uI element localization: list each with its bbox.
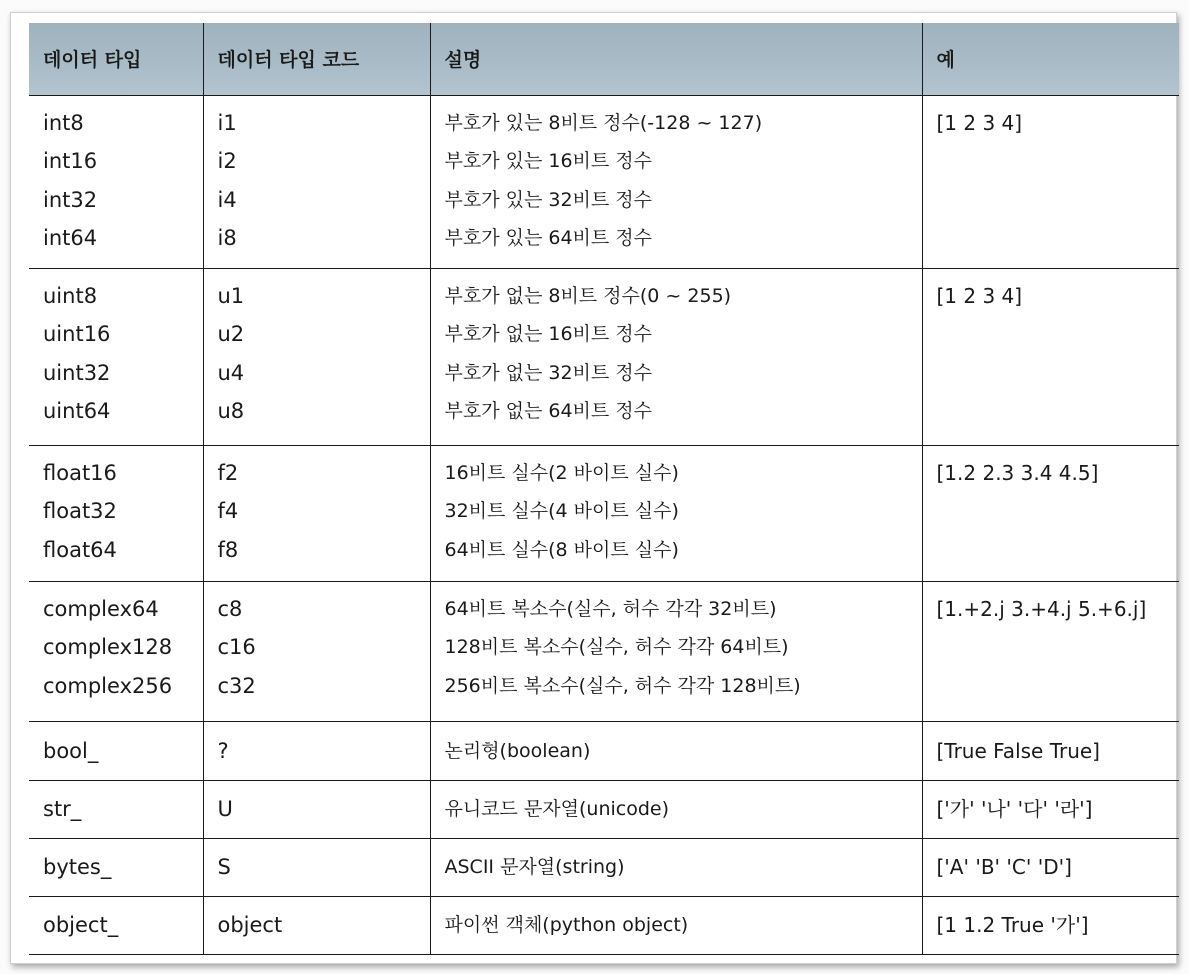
type-cell: bytes_ — [29, 838, 203, 896]
type-code: c16 — [217, 635, 256, 659]
type-name: int16 — [43, 149, 98, 173]
type-code: c8 — [217, 596, 243, 621]
type-cell — [29, 95, 203, 268]
table-row — [29, 896, 1179, 954]
table-row — [29, 721, 1179, 780]
description-cell — [430, 445, 922, 581]
header-data-type: 데이터 타입 — [29, 23, 203, 95]
code-cell: ? — [203, 721, 430, 780]
type-cell: str_ — [29, 780, 203, 838]
type-code: i1 — [217, 110, 237, 135]
code-cell — [203, 268, 430, 445]
type-description: 부호가 있는 16비트 정수 — [444, 150, 652, 172]
type-name: int64 — [43, 226, 98, 250]
code-cell — [203, 581, 430, 721]
type-name: int8 — [43, 110, 84, 135]
description-cell — [430, 95, 922, 268]
description-cell: 파이썬 객체(python object) — [430, 896, 922, 954]
example-cell — [922, 95, 1179, 268]
type-description: 32비트 실수(4 바이트 실수) — [444, 500, 679, 522]
header-description: 설명 — [430, 23, 922, 95]
type-code: i2 — [217, 149, 237, 173]
type-name: float32 — [43, 499, 117, 523]
header-row — [29, 23, 1179, 95]
type-name: uint16 — [43, 322, 111, 346]
type-description: 64비트 실수(8 바이트 실수) — [444, 538, 679, 561]
type-description: 16비트 실수(2 바이트 실수) — [444, 461, 679, 484]
type-code: u4 — [217, 360, 245, 385]
type-description: 부호가 없는 32비트 정수 — [444, 361, 652, 384]
type-description: 부호가 없는 16비트 정수 — [444, 323, 652, 345]
table-row — [29, 581, 1179, 721]
type-description: 64비트 복소수(실수, 허수 각각 32비트) — [444, 597, 777, 620]
description-cell: 유니코드 문자열(unicode) — [430, 780, 922, 838]
code-cell: S — [203, 838, 430, 896]
code-cell — [203, 445, 430, 581]
example-cell: [True False True] — [922, 721, 1179, 780]
table-row — [29, 838, 1179, 896]
type-name: float64 — [43, 537, 117, 562]
type-name: int32 — [43, 187, 98, 212]
type-description: 부호가 없는 64비트 정수 — [444, 400, 652, 422]
type-code: u8 — [217, 399, 245, 423]
type-code: f8 — [217, 537, 239, 562]
type-code: i8 — [217, 226, 237, 250]
type-example: [1 2 3 4] — [936, 110, 1023, 135]
header-type-code: 데이터 타입 코드 — [203, 23, 430, 95]
type-description: 부호가 있는 32비트 정수 — [444, 188, 652, 211]
type-cell: bool_ — [29, 721, 203, 780]
type-example: [1.2 2.3 3.4 4.5] — [936, 460, 1099, 485]
description-cell — [430, 581, 922, 721]
type-example: [1 2 3 4] — [936, 283, 1023, 308]
code-cell — [203, 95, 430, 268]
example-cell: ['A' 'B' 'C' 'D'] — [922, 838, 1179, 896]
type-code: u2 — [217, 322, 245, 346]
table-row — [29, 95, 1179, 268]
type-code: f2 — [217, 460, 239, 485]
header-example: 예 — [922, 23, 1179, 95]
type-name: float16 — [43, 460, 117, 485]
type-name: complex64 — [43, 596, 159, 621]
type-description: 128비트 복소수(실수, 허수 각각 64비트) — [444, 636, 789, 658]
type-example: [1.+2.j 3.+4.j 5.+6.j] — [936, 596, 1147, 621]
example-cell: ['가' '나' '다' '라'] — [922, 780, 1179, 838]
type-code: f4 — [217, 499, 239, 523]
type-code: i4 — [217, 187, 237, 212]
table-row — [29, 268, 1179, 445]
type-cell — [29, 445, 203, 581]
description-cell: ASCII 문자열(string) — [430, 838, 922, 896]
example-cell: [1 1.2 True '가'] — [922, 896, 1179, 954]
type-code: u1 — [217, 283, 245, 308]
type-cell — [29, 268, 203, 445]
type-name: uint64 — [43, 399, 111, 423]
type-cell: object_ — [29, 896, 203, 954]
type-code: c32 — [217, 673, 256, 698]
code-cell: U — [203, 780, 430, 838]
type-name: uint32 — [43, 360, 111, 385]
type-description: 256비트 복소수(실수, 허수 각각 128비트) — [444, 674, 801, 697]
type-name: uint8 — [43, 283, 98, 308]
table-row — [29, 780, 1179, 838]
type-description: 부호가 있는 8비트 정수(-128 ~ 127) — [444, 111, 763, 134]
type-name: complex256 — [43, 673, 173, 698]
table-frame — [10, 12, 1177, 964]
example-cell — [922, 268, 1179, 445]
description-cell: 논리형(boolean) — [430, 721, 922, 780]
type-description: 부호가 없는 8비트 정수(0 ~ 255) — [444, 284, 732, 307]
type-name: complex128 — [43, 635, 173, 659]
example-cell — [922, 581, 1179, 721]
table-row — [29, 445, 1179, 581]
example-cell — [922, 445, 1179, 581]
description-cell — [430, 268, 922, 445]
code-cell: object — [203, 896, 430, 954]
type-description: 부호가 있는 64비트 정수 — [444, 227, 652, 249]
numpy-dtype-table — [29, 23, 1179, 955]
type-cell — [29, 581, 203, 721]
